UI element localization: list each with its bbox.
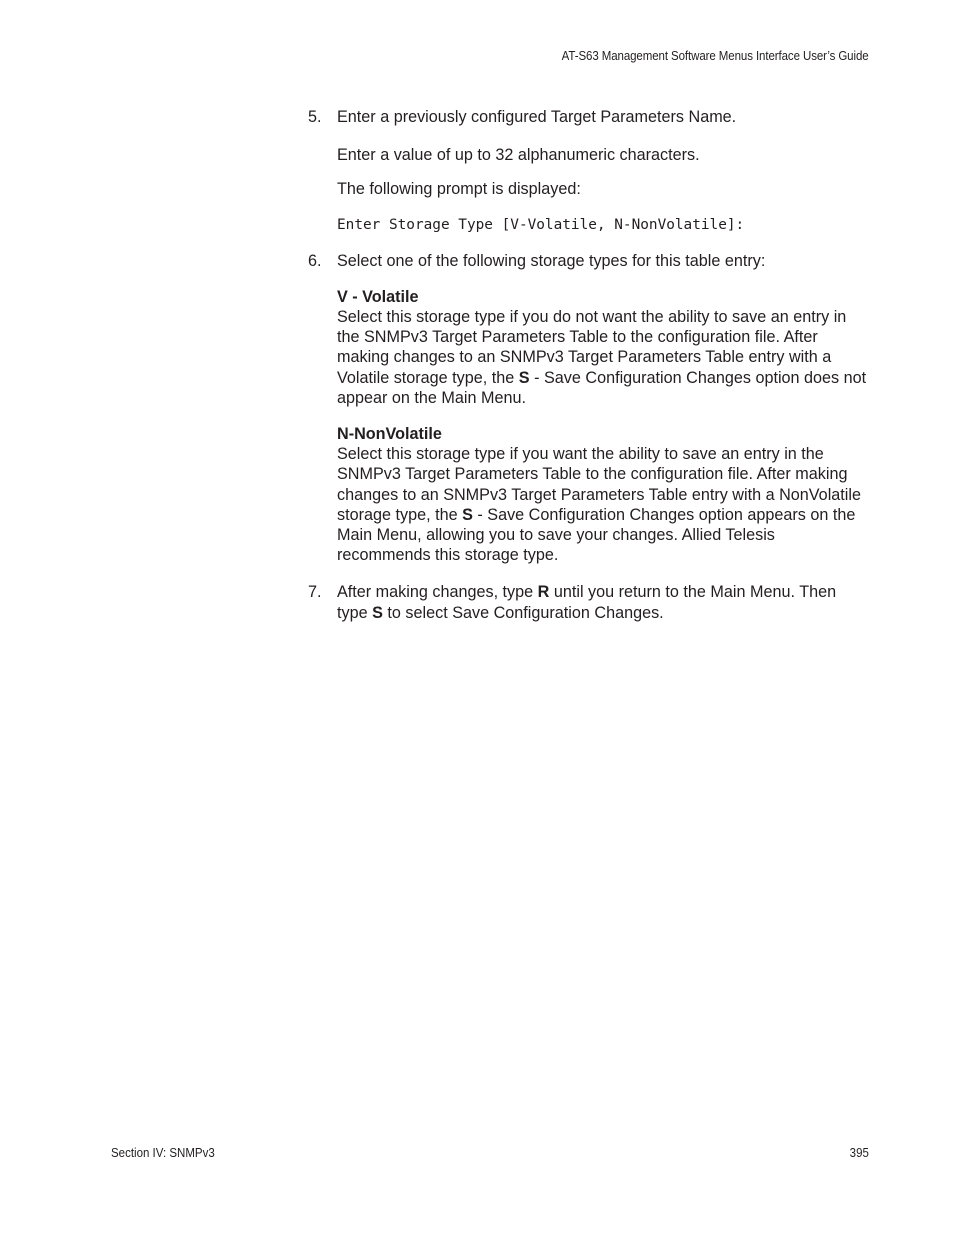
step-number: 5. <box>308 108 322 126</box>
option-description <box>337 444 868 565</box>
storage-type-prompt: Enter Storage Type [V-Volatile, N-NonVolatile]: <box>337 216 745 233</box>
desc-text: Select this storage type if you want the ability to save an entry in the SNMPv3 Target Parameters Table to the configuration file. After making changes to an SNMPv3 Target Parameters Table entry with a NonVolatile storage type, the <box>337 445 861 524</box>
option-term: N-NonVolatile <box>337 425 442 444</box>
step-text-part: until you return to the Main Menu. Then type <box>337 583 837 622</box>
option-description <box>337 307 868 408</box>
step-6 <box>308 251 868 271</box>
step-text-part: After making changes, type <box>337 583 538 602</box>
desc-text: Select this storage type if you do not want the ability to save an entry in the SNMPv3 Target Parameters Table to the configuration file. After making changes to an SNMPv3 Target Parameters Table entry with a Volatile storage type, the <box>337 308 847 387</box>
step-number: 7. <box>308 583 322 602</box>
footer-page-number: 395 <box>849 1146 869 1160</box>
key-s: S <box>372 603 383 622</box>
step-7 <box>308 582 868 622</box>
step-5-details <box>308 145 868 234</box>
step-text: Select one of the following storage types for this table entry: <box>337 251 766 270</box>
value-limit-text: Enter a value of up to 32 alphanumeric characters. <box>337 146 700 165</box>
step-text <box>337 582 868 622</box>
desc-text: - Save Configuration Changes option does not appear on the Main Menu. <box>337 368 867 407</box>
step-number: 6. <box>308 251 322 270</box>
key-r: R <box>537 583 550 602</box>
footer-section: Section IV: SNMPv3 <box>111 1146 215 1160</box>
prompt-intro-text: The following prompt is displayed: <box>337 180 581 199</box>
storage-option-volatile <box>308 287 868 408</box>
desc-text: - Save Configuration Changes option appears on the Main Menu, allowing you to save your changes. Allied Telesis recommends this storage type. <box>337 505 856 565</box>
desc-key: S <box>518 368 530 387</box>
option-term: V - Volatile <box>337 287 419 306</box>
page-body <box>308 107 868 623</box>
running-header: AT-S63 Management Software Menus Interface User’s Guide <box>562 49 869 63</box>
step-text: Enter a previously configured Target Parameters Name. <box>337 108 737 126</box>
step-5 <box>308 107 868 127</box>
storage-option-nonvolatile <box>308 424 868 565</box>
desc-key: S <box>462 505 473 524</box>
step-text-part: to select Save Configuration Changes. <box>382 603 664 622</box>
